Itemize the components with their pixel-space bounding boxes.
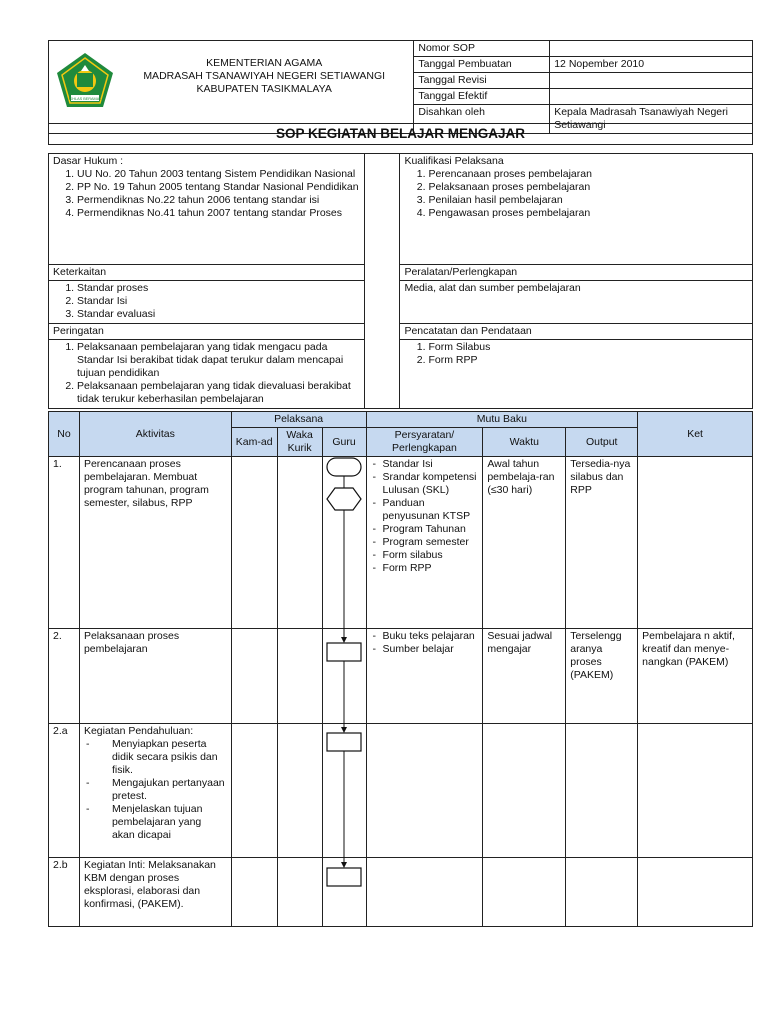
row-aktivitas	[79, 724, 231, 858]
row-aktivitas: Kegiatan Inti: Melaksanakan KBM dengan proses eksplorasi, elaborasi dan konfirmasi, (PAKEM).	[79, 858, 231, 927]
row-output: Terselengg aranya proses (PAKEM)	[566, 629, 638, 724]
list-item: - Form silabus	[383, 549, 479, 562]
row-waktu: Sesuai jadwal mengajar	[483, 629, 566, 724]
row-persyaratan	[366, 629, 483, 724]
field-label-tanggal-revisi: Tanggal Revisi	[414, 73, 550, 89]
row-guru	[322, 457, 366, 629]
row-guru	[322, 629, 366, 724]
row-waktu	[483, 858, 566, 927]
col-waktu: Waktu	[483, 428, 566, 457]
row-persyaratan	[366, 457, 483, 629]
list-item: 1. Perencanaan proses pembelajaran	[428, 168, 748, 181]
table-row	[49, 724, 753, 858]
field-value-tanggal-efektif	[550, 89, 753, 105]
kemenag-logo-icon	[53, 51, 117, 111]
header-org-cell	[49, 41, 414, 134]
row-ket	[638, 724, 753, 858]
kualifikasi-cell	[400, 154, 753, 265]
row-persyaratan	[366, 724, 483, 858]
list-item: - Program Tahunan	[383, 523, 479, 536]
list-item: - Buku teks pelajaran	[383, 630, 479, 643]
keterkaitan-cell	[49, 281, 365, 324]
list-item: 2. PP No. 19 Tahun 2005 tentang Standar Nasional Pendidikan	[77, 181, 360, 194]
row-guru	[322, 724, 366, 858]
row-no: 1.	[49, 457, 80, 629]
list-item: - Panduan penyusunan KTSP	[383, 497, 479, 523]
col-kamad: Kam-ad	[231, 428, 277, 457]
row-persyaratan	[366, 858, 483, 927]
row-ket	[638, 858, 753, 927]
org-line-2: MADRASAH TSANAWIYAH NEGERI SETIAWANGI	[143, 70, 386, 82]
list-item: 1. Form Silabus	[428, 341, 748, 354]
field-label-nomor: Nomor SOP	[414, 41, 550, 57]
keterkaitan-heading: Keterkaitan	[49, 265, 365, 281]
list-item: 3. Permendiknas No.22 tahun 2006 tentang standar isi	[77, 194, 360, 207]
table-row	[49, 629, 753, 724]
col-waka: Waka Kurik	[277, 428, 322, 457]
row-kamad	[231, 457, 277, 629]
list-item: 3. Standar evaluasi	[77, 308, 360, 321]
table-row	[49, 457, 753, 629]
row-aktivitas: Pelaksanaan proses pembelajaran	[79, 629, 231, 724]
dasar-hukum-cell	[49, 154, 365, 265]
col-no: No	[49, 412, 80, 457]
list-item: 4. Pengawasan proses pembelajaran	[428, 207, 748, 220]
list-item: - Form RPP	[383, 562, 479, 575]
row-kamad	[231, 629, 277, 724]
list-item: 1. UU No. 20 Tahun 2003 tentang Sistem Pendidikan Nasional	[77, 168, 360, 181]
row-no: 2.	[49, 629, 80, 724]
row-waka	[277, 457, 322, 629]
peringatan-list	[53, 341, 360, 406]
list-item: - Srandar kompetensi Lulusan (SKL)	[383, 471, 479, 497]
field-label-tanggal-pembuatan: Tanggal Pembuatan	[414, 57, 550, 73]
peralatan-text: Media, alat dan sumber pembelajaran	[400, 281, 753, 324]
field-value-tanggal-pembuatan: 12 Nopember 2010	[550, 57, 753, 73]
list-item: 2. Pelaksanaan proses pembelajaran	[428, 181, 748, 194]
row-ket: Pembelajara n aktif, kreatif dan menye-nangkan (PAKEM)	[638, 629, 753, 724]
row-no: 2.a	[49, 724, 80, 858]
row-aktivitas: Perencanaan proses pembelajaran. Membuat program tahunan, program semester, silabus, RPP	[79, 457, 231, 629]
procedure-table	[48, 411, 753, 927]
keterkaitan-list	[53, 282, 360, 321]
list-item: - Program semester	[383, 536, 479, 549]
col-aktivitas: Aktivitas	[79, 412, 231, 457]
col-ket: Ket	[638, 412, 753, 457]
row-output: Tersedia-nya silabus dan RPP	[566, 457, 638, 629]
dasar-hukum-list	[53, 168, 360, 220]
kualifikasi-list	[404, 168, 748, 220]
list-item: - Menjelaskan tujuan pembelajaran yang akan dicapai	[112, 803, 227, 842]
peringatan-heading: Peringatan	[49, 324, 365, 340]
list-item: 1. Pelaksanaan pembelajaran yang tidak mengacu pada Standar Isi berakibat tidak dapat terukur dalam mencapai tujuan pendidikan	[77, 341, 360, 380]
list-item: - Menyiapkan peserta didik secara psikis dan fisik.	[112, 738, 227, 777]
list-item: - Standar Isi	[383, 458, 479, 471]
info-gap	[364, 154, 400, 409]
list-item: 2. Pelaksanaan pembelajaran yang tidak dievaluasi berakibat tidak terukur keberhasilan pembelajaran	[77, 380, 360, 406]
header-table	[48, 40, 753, 134]
list-item: 2. Form RPP	[428, 354, 748, 367]
peralatan-heading: Peralatan/Perlengkapan	[400, 265, 753, 281]
list-item: 2. Standar Isi	[77, 295, 360, 308]
row-kamad	[231, 724, 277, 858]
col-guru: Guru	[322, 428, 366, 457]
list-item: 4. Permendiknas No.41 tahun 2007 tentang standar Proses	[77, 207, 360, 220]
field-value-disahkan: Kepala Madrasah Tsanawiyah Negeri Setiawangi	[550, 105, 753, 134]
row-output	[566, 724, 638, 858]
info-table	[48, 153, 753, 409]
list-item: - Sumber belajar	[383, 643, 479, 656]
field-label-tanggal-efektif: Tanggal Efektif	[414, 89, 550, 105]
row-waka	[277, 629, 322, 724]
row-aktivitas-title: Kegiatan Pendahuluan:	[83, 725, 194, 737]
list-item: 3. Penilaian hasil pembelajaran	[428, 194, 748, 207]
dasar-hukum-heading: Dasar Hukum :	[53, 155, 124, 167]
row-kamad	[231, 858, 277, 927]
row-waka	[277, 858, 322, 927]
list-item: - Mengajukan pertanyaan pretest.	[112, 777, 227, 803]
org-line-3: KABUPATEN TASIKMALAYA	[196, 83, 332, 95]
field-value-nomor	[550, 41, 753, 57]
row-guru	[322, 858, 366, 927]
col-persyaratan: Persyaratan/ Perlengkapan	[366, 428, 483, 457]
col-pelaksana: Pelaksana	[231, 412, 366, 428]
table-row	[49, 858, 753, 927]
field-label-disahkan: Disahkan oleh	[414, 105, 550, 134]
row-output	[566, 858, 638, 927]
row-waktu: Awal tahun pembelaja-ran (≤30 hari)	[483, 457, 566, 629]
field-value-tanggal-revisi	[550, 73, 753, 89]
org-line-1: KEMENTERIAN AGAMA	[206, 57, 323, 69]
row-ket	[638, 457, 753, 629]
pencatatan-heading: Pencatatan dan Pendataan	[400, 324, 753, 340]
logo-motto: IKHLAS BERAMAL	[68, 97, 102, 101]
pencatatan-cell	[400, 340, 753, 409]
pencatatan-list	[404, 341, 748, 367]
col-output: Output	[566, 428, 638, 457]
list-item: 1. Standar proses	[77, 282, 360, 295]
row-waktu	[483, 724, 566, 858]
peringatan-cell	[49, 340, 365, 409]
row-waka	[277, 724, 322, 858]
kualifikasi-heading: Kualifikasi Pelaksana	[404, 155, 504, 167]
col-mutu-baku: Mutu Baku	[366, 412, 638, 428]
document-title: SOP KEGIATAN BELAJAR MENGAJAR	[48, 123, 753, 145]
row-no: 2.b	[49, 858, 80, 927]
